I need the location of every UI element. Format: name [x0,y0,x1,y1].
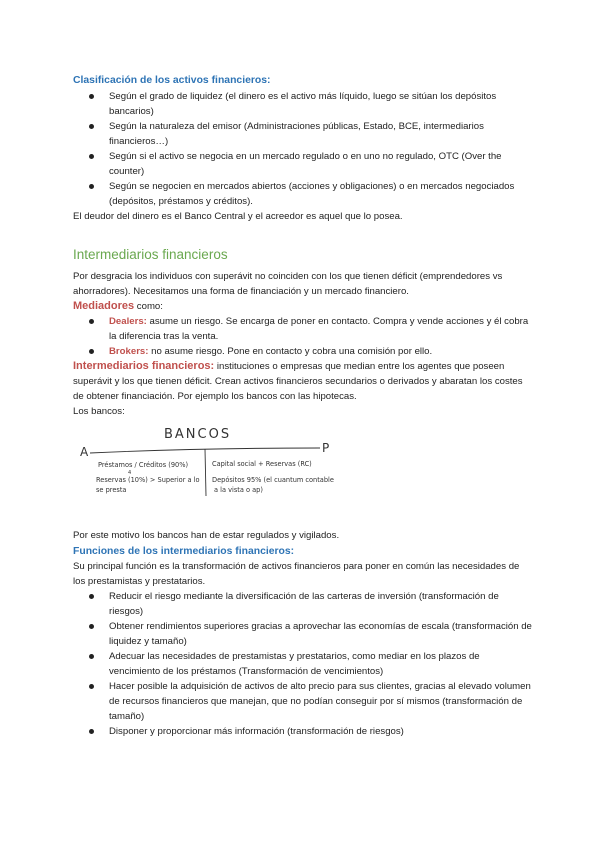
mediadores-rest: como: [134,301,163,312]
clasificacion-heading: Clasificación de los activos financieros: [73,75,271,86]
sketch-right-line1: Capital social + Reservas (RC) [212,460,312,468]
list-item: Obtener rendimientos superiores gracias a aprovechar las economías de escala (transformación de liquidez y tamaño) [73,619,533,649]
list-item-brokers [73,344,533,359]
sketch-title: BANCOS [164,427,232,442]
list-item: Según se negocien en mercados abiertos (acciones y obligaciones) o en mercados negociados (depósitos, préstamos y créditos). [73,179,533,209]
intermediarios-text: instituciones o empresas que median entre los agentes que poseen superávit y los que tienen déficit. Crean activos financieros secundarios o derivados y abaratan los costes de obtener financiación. Por ejemplo los bancos con las hipotecas. [73,361,523,402]
section-intermediarios [73,246,533,419]
sketch-right-line2: Depósitos 95% (el cuantum contable [212,476,334,484]
mediadores-line [73,299,533,314]
bancos-label: Los bancos: [73,406,125,417]
intermediarios-heading: Intermediarios financieros [73,247,228,262]
brokers-label: Brokers: [109,346,149,357]
sketch-left-line3: se presta [96,486,127,494]
intermediarios-intro: Por desgracia los individuos con superávit no coinciden con los que tienen déficit (emprendedores vs ahorradores). Necesitamos una forma de financiación y un mercado financiero. [73,271,503,297]
funciones-intro: Su principal función es la transformación de activos financieros para poner en común las necesidades de los prestamistas y prestatarios. [73,561,520,587]
sketch-vertical-line [205,449,206,496]
section-clasificacion [73,73,533,224]
brokers-text: no asume riesgo. Pone en contacto y cobra una comisión por ello. [148,346,433,357]
bancos-sketch [78,422,358,522]
sketch-left-line1: Préstamos / Créditos (90%) [98,461,189,469]
list-item: Según si el activo se negocia en un mercado regulado o en uno no regulado, OTC (Over the counter) [73,149,533,179]
sketch-left-sub: 4 [128,470,132,476]
sketch-right-line3: a la vista o ap) [214,486,263,494]
funciones-heading: Funciones de los intermediarios financieros: [73,546,295,557]
intermediarios-definition [73,359,533,404]
bancos-regulados: Por este motivo los bancos han de estar regulados y vigilados. [73,530,340,541]
list-item: Según la naturaleza del emisor (Administraciones públicas, Estado, BCE, intermediarios financieros…) [73,119,533,149]
intermediarios-label: Intermediarios financieros: [73,360,215,372]
list-item-dealers [73,314,533,344]
list-item: Disponer y proporcionar más información (transformación de riesgos) [73,724,533,739]
sketch-letter-p: P [322,441,330,455]
mediadores-list [73,314,533,359]
section-funciones [73,528,533,739]
list-item: Según el grado de liquidez (el dinero es el activo más líquido, luego se sitúan los depósitos bancarios) [73,89,533,119]
sketch-letter-a: A [80,445,89,459]
list-item: Adecuar las necesidades de prestamistas y prestatarios, como mediar en los plazos de vencimiento de los préstamos (Transformación de vencimientos) [73,649,533,679]
list-item: Reducir el riesgo mediante la diversificación de las carteras de inversión (transformación de riesgos) [73,589,533,619]
dealers-text: asume un riesgo. Se encarga de poner en contacto. Compra y vende acciones y él cobra la diferencia tras la venta. [109,316,529,342]
mediadores-label: Mediadores [73,300,135,312]
list-item: Hacer posible la adquisición de activos de alto precio para sus clientes, gracias al elevado volumen de recursos financieros que manejan, que no podían conseguir por sí mismos (transformación de tamaño) [73,679,533,724]
deudor-note: El deudor del dinero es el Banco Central y el acreedor es aquel que lo posea. [73,211,403,222]
clasificacion-list [73,89,533,209]
dealers-label: Dealers: [109,316,147,327]
funciones-list [73,589,533,739]
sketch-left-line2: Reservas (10%) > Superior a lo [96,476,200,484]
